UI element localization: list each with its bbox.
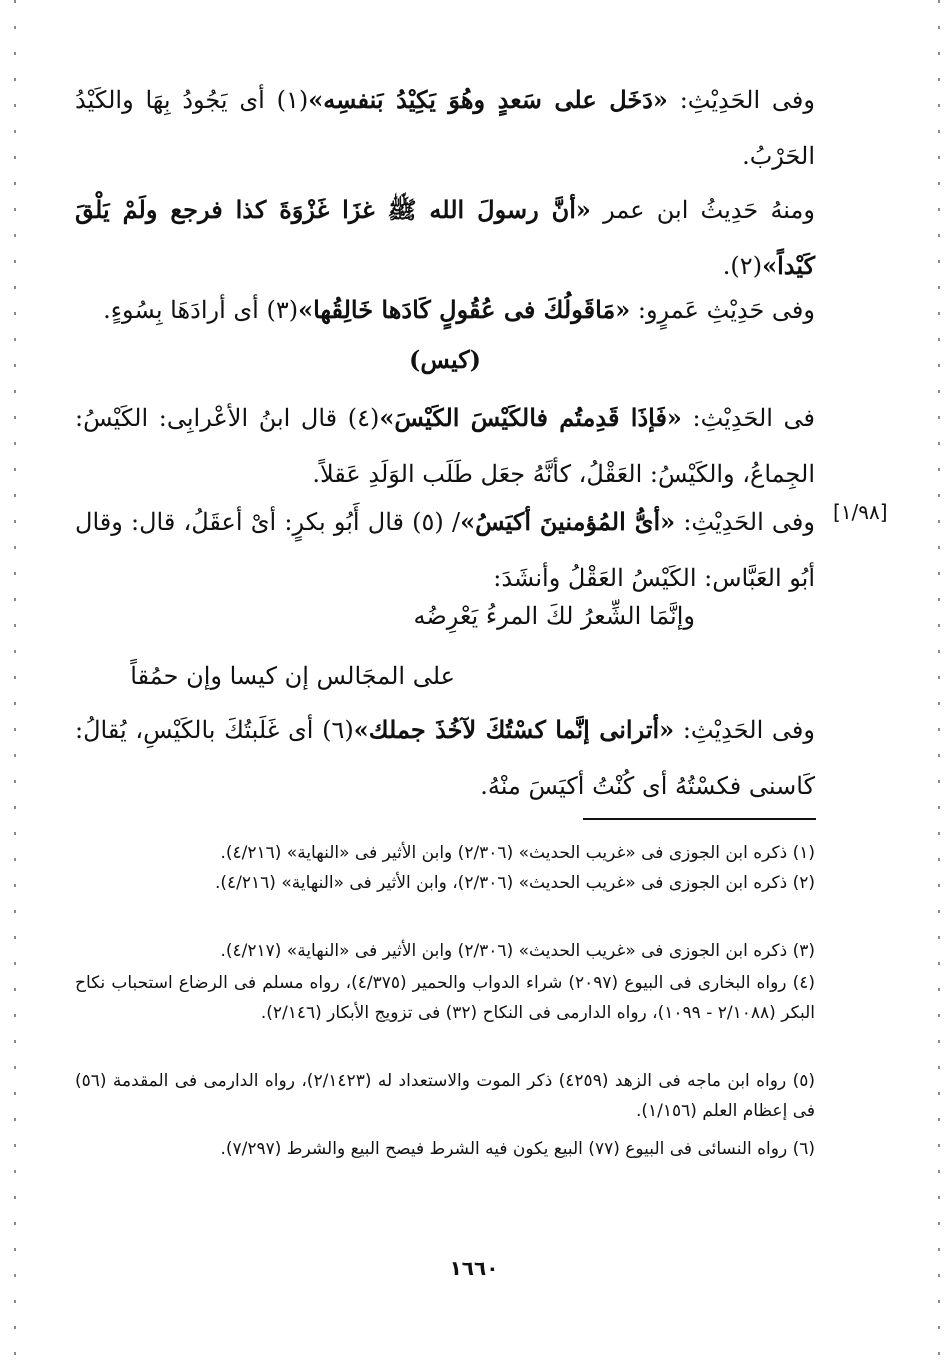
hadith-quote: «دَخَل على سَعدٍ وهُوَ يَكِيْدُ بَنفسِه» xyxy=(308,85,668,114)
hadith-quote: «مَاقَولُكَ فى عُقُولٍ كَادَها خَالِقُها» xyxy=(298,295,631,324)
footnote-3: (٣) ذكره ابن الجوزى فى «غريب الحديث» (٢/٣٠٦) وابن الأثير فى «النهاية» (٤/٢١٧). xyxy=(220,941,815,961)
text: ومنهُ حَدِيثُ ابن عمر xyxy=(590,196,815,224)
entry-heading: (كيس) xyxy=(409,345,481,374)
paragraph-6 xyxy=(75,702,815,814)
footnote-separator xyxy=(583,818,816,820)
text: (٢). xyxy=(722,252,763,280)
footnote-5: (٥) رواه ابن ماجه فى الزهد (٤٢٥٩) ذكر الموت والاستعداد له (٢/١٤٢٣)، رواه الدارمى فى المقدمة (٥٦) فى إعظام العلم (١/١٥٦). xyxy=(75,1071,815,1121)
footnote-1: (١) ذكره ابن الجوزى فى «غريب الحديث» (٢/٣٠٦) وابن الأثير فى «النهاية» (٤/٢١٦). xyxy=(220,843,815,863)
text: وفى الحَدِيْثِ: xyxy=(675,508,815,536)
verse-line-1: وإنَّمَا الشِّعرُ لكَ المرءُ يَعْرِضُه xyxy=(413,602,695,630)
paragraph-2 xyxy=(75,182,815,294)
paragraph-3 xyxy=(75,282,815,338)
side-page-reference: [١/٩٨] xyxy=(833,500,888,524)
text: (٣) أى أرادَهَا بِسُوءٍ. xyxy=(103,296,299,324)
footnote-6: (٦) رواه النسائى فى البيوع (٧٧) البيع يكون فيه الشرط فيصح البيع والشرط (٧/٢٩٧). xyxy=(220,1139,815,1159)
text: فى الحَدِيْثِ: xyxy=(681,404,815,432)
text: وفى الحَدِيْثِ: xyxy=(674,716,815,744)
paragraph-4 xyxy=(75,390,815,502)
page-number: ١٦٦٠ xyxy=(449,1256,499,1280)
hadith-quote: «أترانى إنَّما كسْتُكَ لآخُذَ جملك» xyxy=(353,715,675,744)
paragraph-1 xyxy=(75,72,815,184)
text: (١) أى يَجُودُ بِهَا والكَيْدُ الحَرْبُ. xyxy=(75,86,815,170)
verse-line-2: على المجَالس إن كيسا وإن حمُقاً xyxy=(130,662,455,690)
text: وفى الحَدِيْثِ: xyxy=(667,86,815,114)
hadith-quote: «أنَّ رسولَ الله ﷺ غزَا غَزْوَةَ كذا فرجع ولَمْ يَلْقَ كَيْداً» xyxy=(75,195,815,280)
text: (٦) أى غَلَبتُكَ بالكَيْسِ، يُقالُ: كَاسنى فكسْتُهُ أى كُنْتُ أكيَسَ منْهُ. xyxy=(75,716,815,800)
text: وفى حَدِيْثِ عَمرٍو: xyxy=(630,296,815,324)
text: (٤) قال ابنُ الأعْرابِى: الكَيْسُ: الجِماعُ، والكَيْسُ: العَقْلُ، كأنَّهُ جعَل طَلَب الوَلَدِ عَقلاً. xyxy=(75,404,815,488)
left-margin-dots xyxy=(14,0,16,1360)
hadith-quote: «أىُّ المُؤمنينَ أكيَسُ» xyxy=(460,507,676,536)
text: / (٥) قال أَبُو بكرٍ: أىْ أعقَلُ، قال: وقال أبُو العَبَّاس: الكَيْسُ العَقْلُ وأنشَدَ: xyxy=(75,508,815,592)
footnote-2: (٢) ذكره ابن الجوزى فى «غريب الحديث» (٢/٣٠٦)، وابن الأثير فى «النهاية» (٤/٢١٦). xyxy=(214,873,815,893)
paragraph-5 xyxy=(75,494,815,606)
right-margin-dots xyxy=(938,0,940,1360)
hadith-quote: «فَإذَا قَدِمتُم فالكَيْسَ الكَيْسَ» xyxy=(379,403,682,432)
footnote-4: (٤) رواه البخارى فى البيوع (٢٠٩٧) شراء الدواب والحمير (٤/٣٧٥)، رواه مسلم فى الرضاع استحباب نكاح البكر (٢/١٠٨٨ - ١٠٩٩)، رواه الدارمى فى النكاح (٣٢) فى تزويج الأبكار (٢/١٤٦). xyxy=(75,973,815,1023)
